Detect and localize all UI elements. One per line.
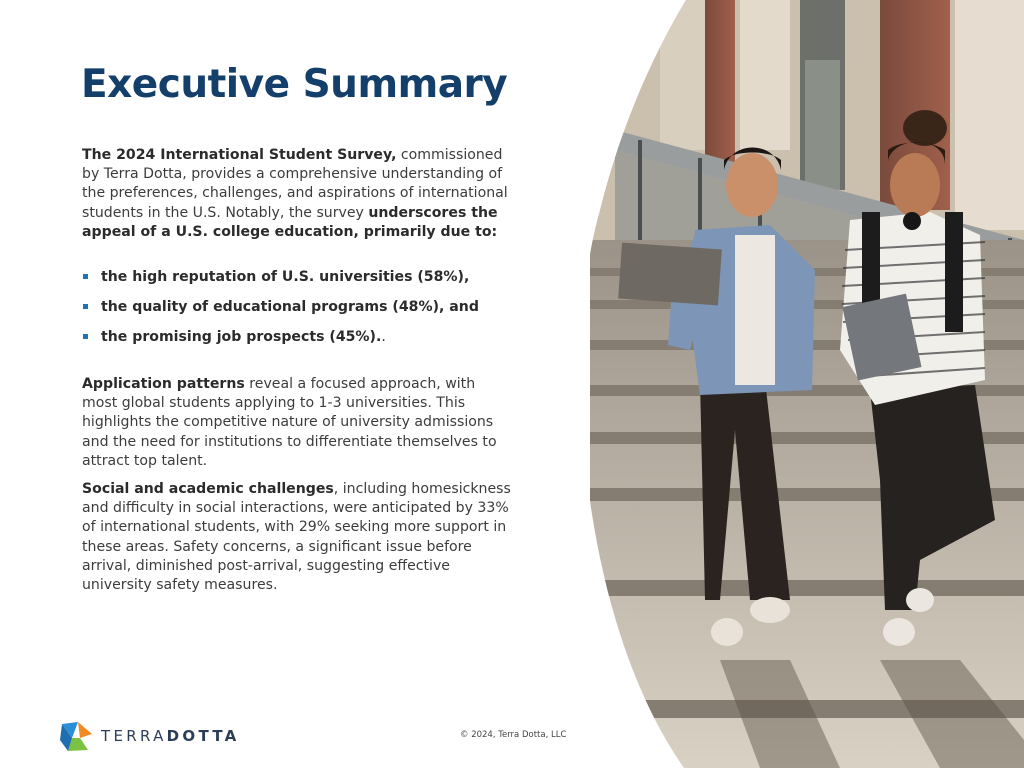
list-item (82, 266, 512, 296)
logo-wordmark (101, 727, 240, 745)
logo-word-terra: TERRA (101, 727, 167, 745)
social-bold: Social and academic challenges (82, 481, 334, 497)
intro-bold-lead: The 2024 International Student Survey, (82, 147, 397, 163)
reasons-list (82, 266, 512, 356)
intro-text: commissioned by Terra Dotta, provides a comprehensive understanding of the preferences, challenges, and aspirations of international students in the U.S. Notably, the survey (82, 147, 508, 221)
applications-paragraph (82, 375, 512, 471)
bullet-text: the high reputation of U.S. universities (58%), (101, 269, 470, 285)
applications-text: reveal a focused approach, with most global students applying to 1-3 universities. This highlights the competitive nature of university admissions and the need for institutions to differentiate themselves to attract top talent. (82, 376, 497, 469)
bullet-tail: . (381, 329, 386, 345)
social-paragraph (82, 480, 512, 595)
copyright-text: © 2024, Terra Dotta, LLC (460, 730, 567, 740)
list-item (82, 326, 512, 356)
terra-dotta-logo-icon (58, 718, 94, 754)
list-item (82, 296, 512, 326)
applications-bold: Application patterns (82, 376, 245, 392)
logo-word-dotta: DOTTA (166, 727, 240, 745)
page-title: Executive Summary (81, 62, 508, 107)
intro-paragraph (82, 146, 512, 242)
bullet-text: the quality of educational programs (48%), and (101, 299, 479, 315)
intro-bold-end: underscores the appeal of a U.S. college education, primarily due to: (82, 204, 498, 240)
social-text: , including homesickness and difficulty in social interactions, were anticipated by 33% of international students, with 29% seeking more support in these areas. Safety concerns, a significant issue before arrival, diminished post-arrival, suggesting effective university safety measures. (82, 481, 511, 594)
bullet-text: the promising job prospects (45%). (101, 329, 382, 345)
